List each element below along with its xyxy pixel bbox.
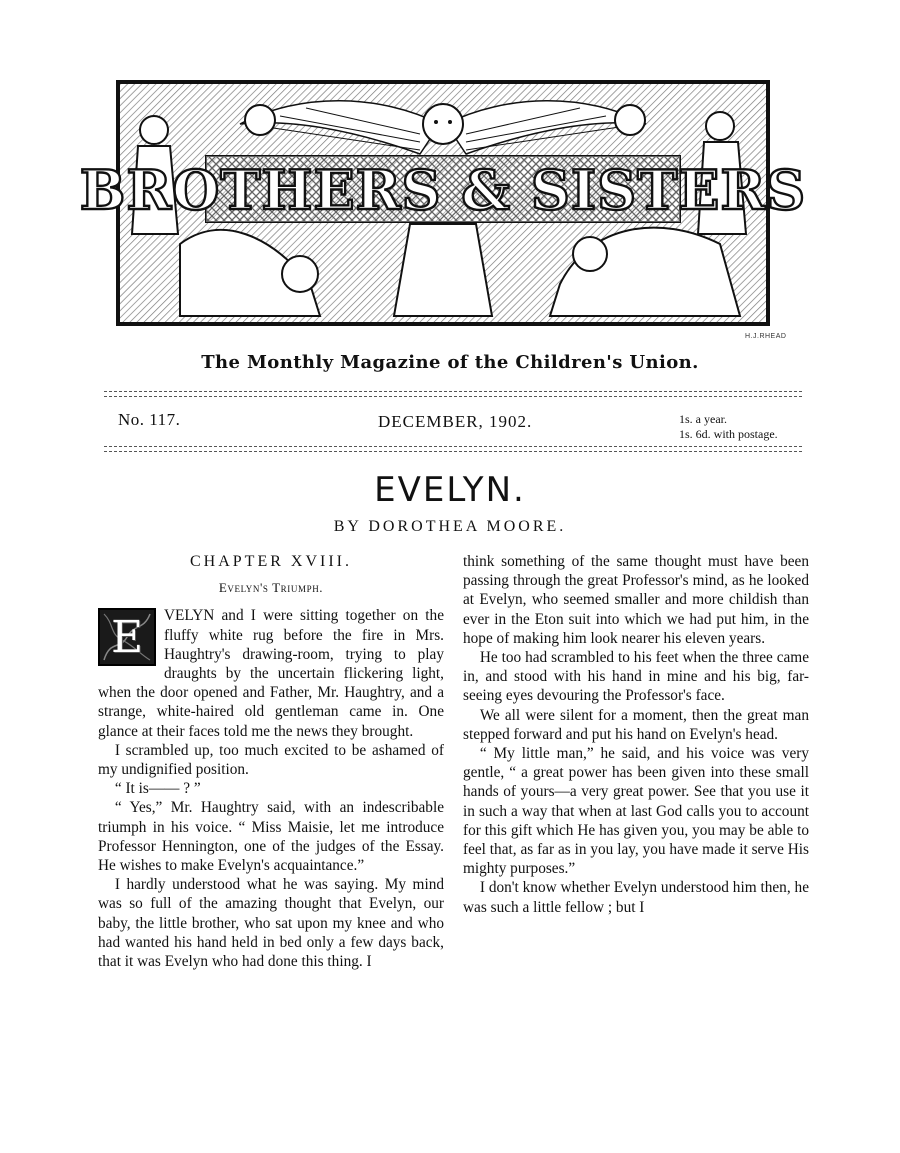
paragraph: I hardly understood what he was saying. My mind was so full of the amazing thought that Evelyn, our baby, the little brother, who sat upon my knee and who had wanted his hand held in bed only a few days back, that it was Evelyn who had done this thing. I — [98, 876, 444, 971]
byline: BY DOROTHEA MOORE. — [333, 518, 567, 535]
chapter-title: Evelyn's Triumph. — [218, 580, 324, 596]
masthead-illustration — [79, 80, 807, 326]
paragraph: “ It is—— ? ” — [114, 780, 201, 798]
divider-top — [104, 391, 802, 392]
text-column-right — [463, 552, 809, 917]
issue-date: DECEMBER, 1902. — [378, 412, 533, 431]
paragraph: I don't know whether Evelyn understood him then, he was such a little fellow ; but I — [463, 879, 809, 916]
drop-cap — [98, 608, 156, 666]
paragraph: think something of the same thought must have been passing through the great Professor's mind, as he looked at Evelyn, who seemed smaller and more childish than ever in the Eton suit into which we had put him, in the hope of making him look nearer his eleven years. — [463, 553, 809, 647]
angel-head — [423, 104, 463, 144]
paragraph: “ My little man,” he said, and his voice was very gentle, “ a great power has been given into these small hands of yours—a very great power. See that you use it in such a way that when at last God calls you to account for this gift which He has given you, you may be able to feel that, as far as in you lay, you have made it serve His mighty purposes.” — [463, 745, 809, 878]
chapter-heading: CHAPTER XVIII. — [190, 553, 352, 570]
magazine-subtitle: The Monthly Magazine of the Children's Union. — [201, 352, 699, 373]
issue-price — [679, 412, 778, 442]
paragraph: “ Yes,” Mr. Haughtry said, with an indescribable triumph in his voice. “ Miss Maisie, let me introduce Professor Hennington, one of the judges of the Essay. He wishes to make Evelyn's acquaintance.” — [98, 799, 444, 875]
divider-top-2 — [104, 396, 802, 397]
text-column-left — [98, 552, 444, 971]
story-title: EVELYN. — [374, 470, 526, 510]
dropcap-letter: E — [110, 612, 144, 664]
masthead-engraving — [79, 84, 807, 322]
divider-bottom — [104, 446, 802, 447]
masthead-title: BROTHERS & SISTERS — [79, 158, 807, 222]
paragraph: He too had scrambled to his feet when the three came in, and stood with his hand in mine and his big, far-seeing eyes devouring the Professor's face. — [463, 649, 809, 705]
issue-number: No. 117. — [118, 410, 181, 429]
paragraph: I scrambled up, too much excited to be ashamed of my undignified position. — [98, 741, 444, 779]
paragraph: VELYN and I were sitting together on the fluffy white rug before the fire in Mrs. Haughtry's drawing-room, trying to play draughts by the uncertain flickering light, when the door opened and Father, Mr. Haughtry, and a strange, white-haired old gentleman came in. One glance at their faces told me the news they brought. — [98, 607, 444, 740]
price-year: 1s. a year. — [679, 412, 727, 426]
divider-bottom-2 — [104, 451, 802, 452]
price-postage: 1s. 6d. with postage. — [679, 427, 778, 441]
paragraph: We all were silent for a moment, then the great man stepped forward and put his hand on Evelyn's head. — [463, 706, 809, 743]
engraver-signature: H.J.RHEAD — [745, 333, 787, 340]
